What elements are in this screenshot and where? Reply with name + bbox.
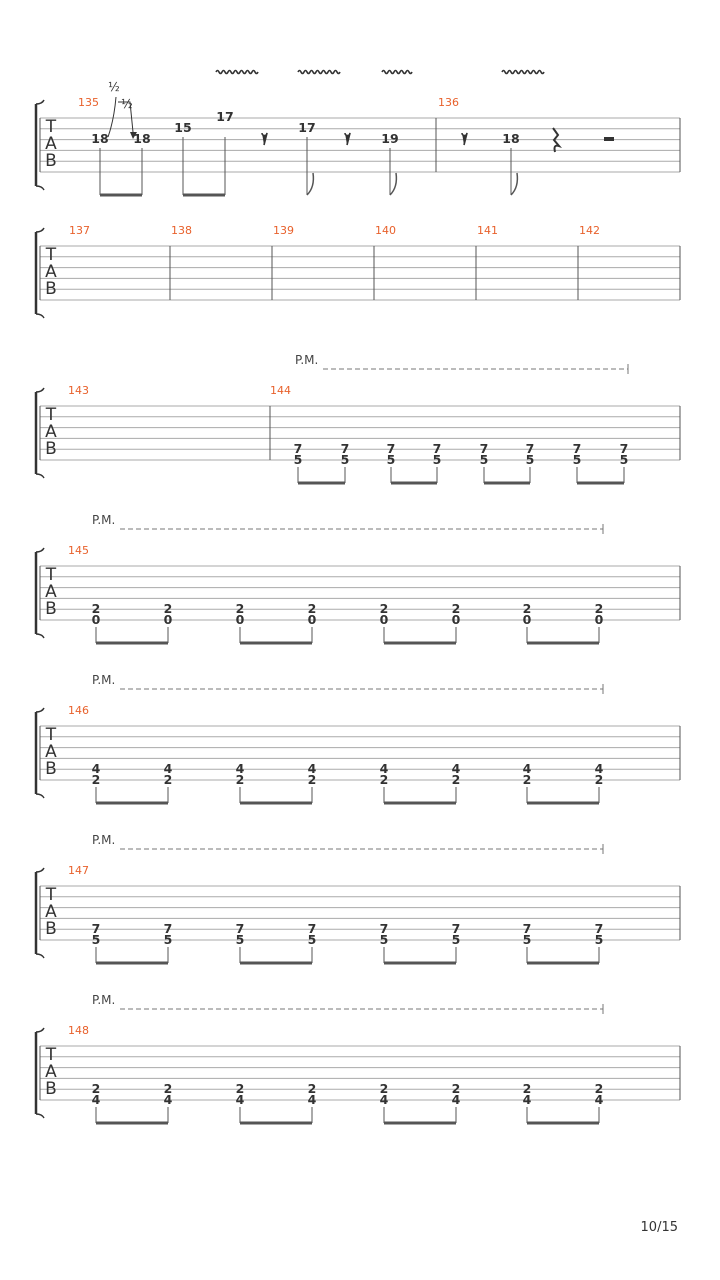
bracket-bottom-hook	[36, 314, 44, 318]
eighth-rest	[462, 133, 467, 145]
tab-staff-5	[36, 708, 680, 798]
fret-number: 7	[479, 441, 489, 457]
fret-number: 15	[174, 120, 192, 135]
fret-number: 0	[91, 612, 101, 627]
fret-number: 17	[216, 109, 234, 124]
fret-number: 5	[572, 452, 582, 467]
fret-number: 0	[379, 612, 389, 627]
fret-number: 5	[522, 932, 532, 947]
tab-letter-t: T	[45, 885, 57, 905]
measure-number: 140	[375, 224, 396, 237]
tab-letter-a: A	[45, 742, 57, 762]
fret-number: 0	[451, 612, 461, 627]
fret-number: 7	[619, 441, 629, 457]
bracket-bottom-hook	[36, 794, 44, 798]
tab-letter-b: B	[45, 439, 57, 459]
fret-number: 4	[522, 1092, 532, 1107]
tab-staff-4	[36, 548, 680, 638]
measure-number: 146	[68, 704, 89, 717]
fret-number: 18	[502, 131, 520, 146]
fret-number: 0	[522, 612, 532, 627]
palm-mute-label: P.M.	[92, 513, 116, 527]
tab-letter-a: A	[45, 422, 57, 442]
tab-letter-t: T	[45, 565, 57, 585]
measure-number: 137	[69, 224, 90, 237]
fret-number: 2	[451, 1081, 461, 1097]
measure-number: 147	[68, 864, 89, 877]
tab-letter-b: B	[45, 919, 57, 939]
fret-number: 5	[293, 452, 303, 467]
tab-staff-6	[36, 868, 680, 958]
fret-number: 7	[163, 921, 173, 937]
bend-arrow	[108, 97, 116, 137]
fret-number: 7	[293, 441, 303, 457]
tab-staff-2	[36, 228, 680, 318]
vibrato-mark	[502, 71, 544, 74]
palm-mute-label: P.M.	[92, 833, 116, 847]
fret-number: 4	[235, 761, 245, 777]
fret-number: 5	[235, 932, 245, 947]
fret-number: 2	[451, 601, 461, 617]
fret-number: 2	[379, 1081, 389, 1097]
fret-number: 5	[386, 452, 396, 467]
note-flag	[390, 173, 396, 195]
tab-staff-3	[36, 388, 680, 478]
fret-number: 2	[235, 1081, 245, 1097]
fret-number: 2	[522, 772, 532, 787]
fret-number: 5	[525, 452, 535, 467]
tab-letter-a: A	[45, 134, 57, 154]
vibrato-mark	[298, 71, 340, 74]
bracket-top-hook	[36, 388, 44, 392]
measure-number: 143	[68, 384, 89, 397]
fret-number: 2	[379, 772, 389, 787]
note-flag	[307, 173, 313, 195]
vibrato-mark	[216, 71, 258, 74]
bracket-bottom-hook	[36, 474, 44, 478]
measure-number: 139	[273, 224, 294, 237]
tab-letter-a: A	[45, 582, 57, 602]
tab-letter-a: A	[45, 1062, 57, 1082]
fret-number: 7	[91, 921, 101, 937]
tab-letter-t: T	[45, 725, 57, 745]
measure-number: 138	[171, 224, 192, 237]
fret-number: 5	[619, 452, 629, 467]
fret-number: 0	[163, 612, 173, 627]
fret-number: 4	[235, 1092, 245, 1107]
fret-number: 2	[451, 772, 461, 787]
fret-number: 4	[594, 1092, 604, 1107]
fret-number: 5	[379, 932, 389, 947]
eighth-rest	[345, 133, 350, 145]
fret-number: 2	[307, 601, 317, 617]
tab-letter-a: A	[45, 902, 57, 922]
fret-number: 7	[432, 441, 442, 457]
bracket-top-hook	[36, 1028, 44, 1032]
fret-number: 2	[91, 1081, 101, 1097]
palm-mute-label: P.M.	[92, 673, 116, 687]
fret-number: 0	[235, 612, 245, 627]
bend-label: ½	[121, 97, 133, 111]
fret-number: 2	[594, 1081, 604, 1097]
fret-number: 4	[91, 1092, 101, 1107]
bracket-top-hook	[36, 228, 44, 232]
page-number: 10/15	[640, 1220, 678, 1235]
palm-mute-label: P.M.	[295, 353, 319, 367]
fret-number: 7	[307, 921, 317, 937]
fret-number: 4	[91, 761, 101, 777]
tab-letter-t: T	[45, 405, 57, 425]
bracket-top-hook	[36, 708, 44, 712]
palm-mute-label: P.M.	[92, 993, 116, 1007]
fret-number: 7	[451, 921, 461, 937]
fret-number: 19	[381, 131, 399, 146]
fret-number: 2	[307, 772, 317, 787]
fret-number: 4	[451, 761, 461, 777]
bracket-top-hook	[36, 548, 44, 552]
fret-number: 5	[307, 932, 317, 947]
fret-number: 4	[451, 1092, 461, 1107]
fret-number: 2	[91, 601, 101, 617]
bracket-bottom-hook	[36, 1114, 44, 1118]
tab-staff-7	[36, 1028, 680, 1118]
bracket-bottom-hook	[36, 954, 44, 958]
fret-number: 7	[594, 921, 604, 937]
bracket-bottom-hook	[36, 634, 44, 638]
fret-number: 18	[91, 131, 109, 146]
bracket-top-hook	[36, 100, 44, 104]
fret-number: 0	[307, 612, 317, 627]
measure-number: 144	[270, 384, 291, 397]
bracket-top-hook	[36, 868, 44, 872]
tab-letter-b: B	[45, 279, 57, 299]
fret-number: 7	[525, 441, 535, 457]
fret-number: 2	[235, 601, 245, 617]
fret-number: 7	[522, 921, 532, 937]
fret-number: 4	[163, 761, 173, 777]
fret-number: 7	[340, 441, 350, 457]
fret-number: 4	[163, 1092, 173, 1107]
fret-number: 7	[572, 441, 582, 457]
measure-number: 141	[477, 224, 498, 237]
fret-number: 4	[594, 761, 604, 777]
note-flag	[511, 173, 517, 195]
fret-number: 2	[594, 772, 604, 787]
fret-number: 4	[379, 1092, 389, 1107]
fret-number: 2	[522, 601, 532, 617]
fret-number: 2	[163, 1081, 173, 1097]
fret-number: 5	[432, 452, 442, 467]
tab-letter-b: B	[45, 599, 57, 619]
measure-number: 142	[579, 224, 600, 237]
fret-number: 5	[340, 452, 350, 467]
fret-number: 2	[163, 601, 173, 617]
measure-number: 136	[438, 96, 459, 109]
eighth-rest	[262, 133, 267, 145]
tab-letter-b: B	[45, 759, 57, 779]
fret-number: 4	[379, 761, 389, 777]
fret-number: 5	[594, 932, 604, 947]
measure-number: 135	[78, 96, 99, 109]
fret-number: 2	[235, 772, 245, 787]
tab-letter-b: B	[45, 151, 57, 171]
fret-number: 2	[522, 1081, 532, 1097]
fret-number: 5	[91, 932, 101, 947]
fret-number: 2	[163, 772, 173, 787]
tab-letter-t: T	[45, 245, 57, 265]
fret-number: 5	[479, 452, 489, 467]
fret-number: 5	[451, 932, 461, 947]
fret-number: 2	[307, 1081, 317, 1097]
fret-number: 17	[298, 120, 316, 135]
fret-number: 7	[235, 921, 245, 937]
fret-number: 4	[307, 1092, 317, 1107]
measure-number: 145	[68, 544, 89, 557]
fret-number: 7	[386, 441, 396, 457]
half-rest	[604, 137, 614, 141]
tab-letter-a: A	[45, 262, 57, 282]
fret-number: 4	[522, 761, 532, 777]
fret-number: 18	[133, 131, 151, 146]
tab-letter-t: T	[45, 1045, 57, 1065]
fret-number: 0	[594, 612, 604, 627]
tab-letter-t: T	[45, 117, 57, 137]
bracket-bottom-hook	[36, 186, 44, 190]
fret-number: 4	[307, 761, 317, 777]
vibrato-mark	[382, 71, 412, 74]
fret-number: 2	[379, 601, 389, 617]
fret-number: 5	[163, 932, 173, 947]
fret-number: 2	[594, 601, 604, 617]
fret-number: 2	[91, 772, 101, 787]
bend-label: ½	[108, 80, 120, 94]
measure-number: 148	[68, 1024, 89, 1037]
fret-number: 7	[379, 921, 389, 937]
tab-letter-b: B	[45, 1079, 57, 1099]
